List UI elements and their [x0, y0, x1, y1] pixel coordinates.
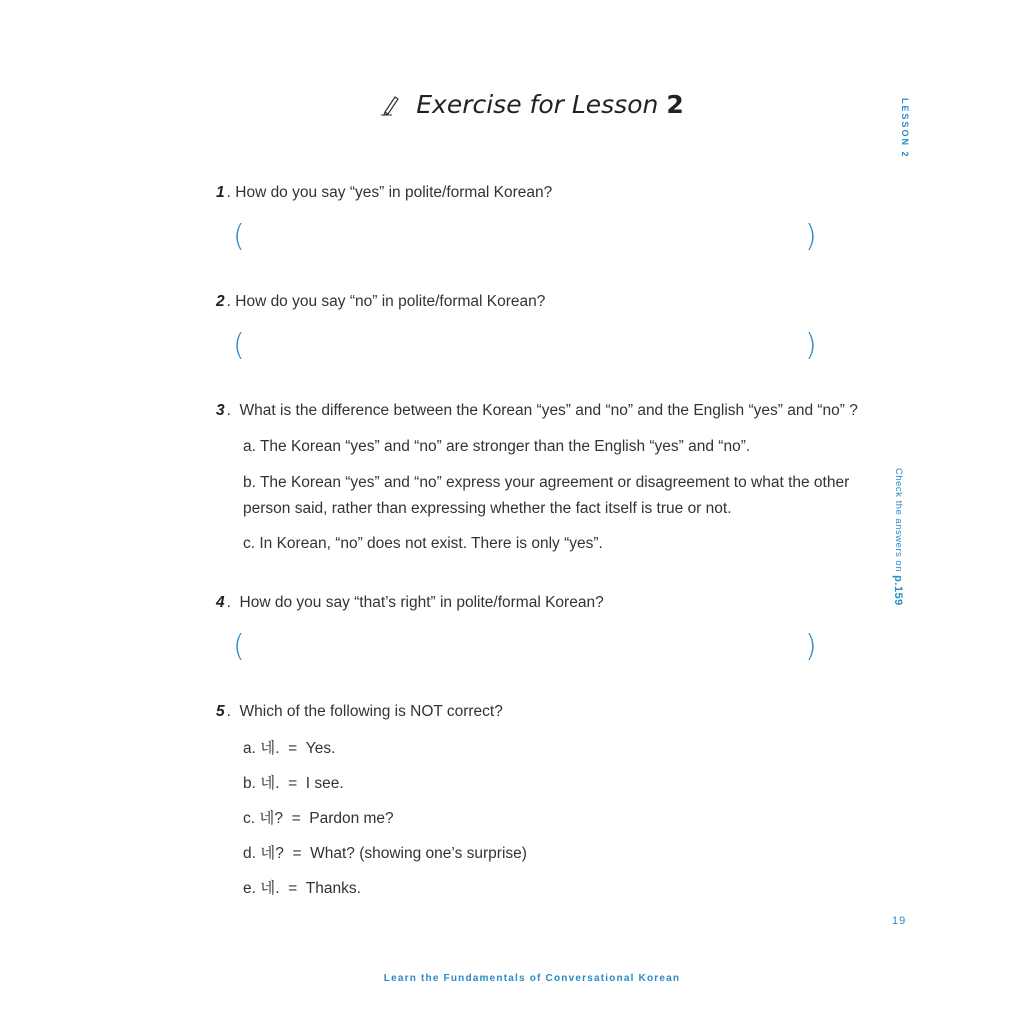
question-4: 4 . How do you say “that’s right” in polite/formal Korean?	[216, 594, 604, 611]
question-number: 3	[216, 402, 225, 419]
check-text: Check the answers on	[893, 468, 904, 572]
option-5a: a. 네. = Yes.	[243, 740, 336, 757]
question-number: 5	[216, 703, 225, 720]
question-text: How do you say “no” in polite/formal Korean?	[235, 293, 546, 310]
footer-book-title: Learn the Fundamentals of Conversational Korean	[383, 973, 681, 984]
option-5d: d. 네? = What? (showing one’s surprise)	[243, 845, 527, 862]
check-page: p.159	[892, 575, 904, 606]
pencil-icon	[380, 93, 400, 122]
page-number: 19	[892, 915, 907, 927]
side-check-answers	[892, 468, 904, 606]
answer-bracket-close: )	[805, 328, 817, 363]
option-3c: c. In Korean, “no” does not exist. There is only “yes”.	[243, 535, 603, 552]
question-2: 2 . How do you say “no” in polite/formal Korean?	[216, 293, 546, 310]
option-5e: e. 네. = Thanks.	[243, 880, 361, 897]
question-text: Which of the following is NOT correct?	[239, 703, 503, 720]
question-number: 1	[216, 184, 225, 201]
answer-bracket-open: (	[233, 328, 245, 363]
question-5: 5 . Which of the following is NOT correct?	[216, 703, 503, 720]
option-5b: b. 네. = I see.	[243, 775, 344, 792]
question-3: 3 . What is the difference between the Korean “yes” and “no” and the English “yes” and “no” ?	[216, 402, 858, 419]
question-number: 2	[216, 293, 225, 310]
answer-bracket-open: (	[233, 219, 245, 254]
question-text: How do you say “yes” in polite/formal Korean?	[235, 184, 553, 201]
lesson-number: 2	[666, 90, 684, 119]
answer-bracket-close: )	[805, 629, 817, 664]
side-lesson-label: LESSON 2	[900, 98, 910, 159]
question-text: What is the difference between the Korean “yes” and “no” and the English “yes” and “no” ?	[239, 402, 858, 419]
answer-bracket-open: (	[233, 629, 245, 664]
option-5c: c. 네? = Pardon me?	[243, 810, 394, 827]
title-text: Exercise for Lesson	[416, 90, 659, 119]
option-3a: a. The Korean “yes” and “no” are stronger than the English “yes” and “no”.	[243, 438, 751, 455]
question-1: 1 . How do you say “yes” in polite/formal Korean?	[216, 184, 553, 201]
answer-bracket-close: )	[805, 219, 817, 254]
question-number: 4	[216, 594, 225, 611]
question-text: How do you say “that’s right” in polite/formal Korean?	[239, 594, 604, 611]
page-title	[0, 90, 1024, 122]
option-3b: b. The Korean “yes” and “no” express your agreement or disagreement to what the other person said, rather than expressing whether the fact itself is true or not.	[243, 474, 850, 517]
